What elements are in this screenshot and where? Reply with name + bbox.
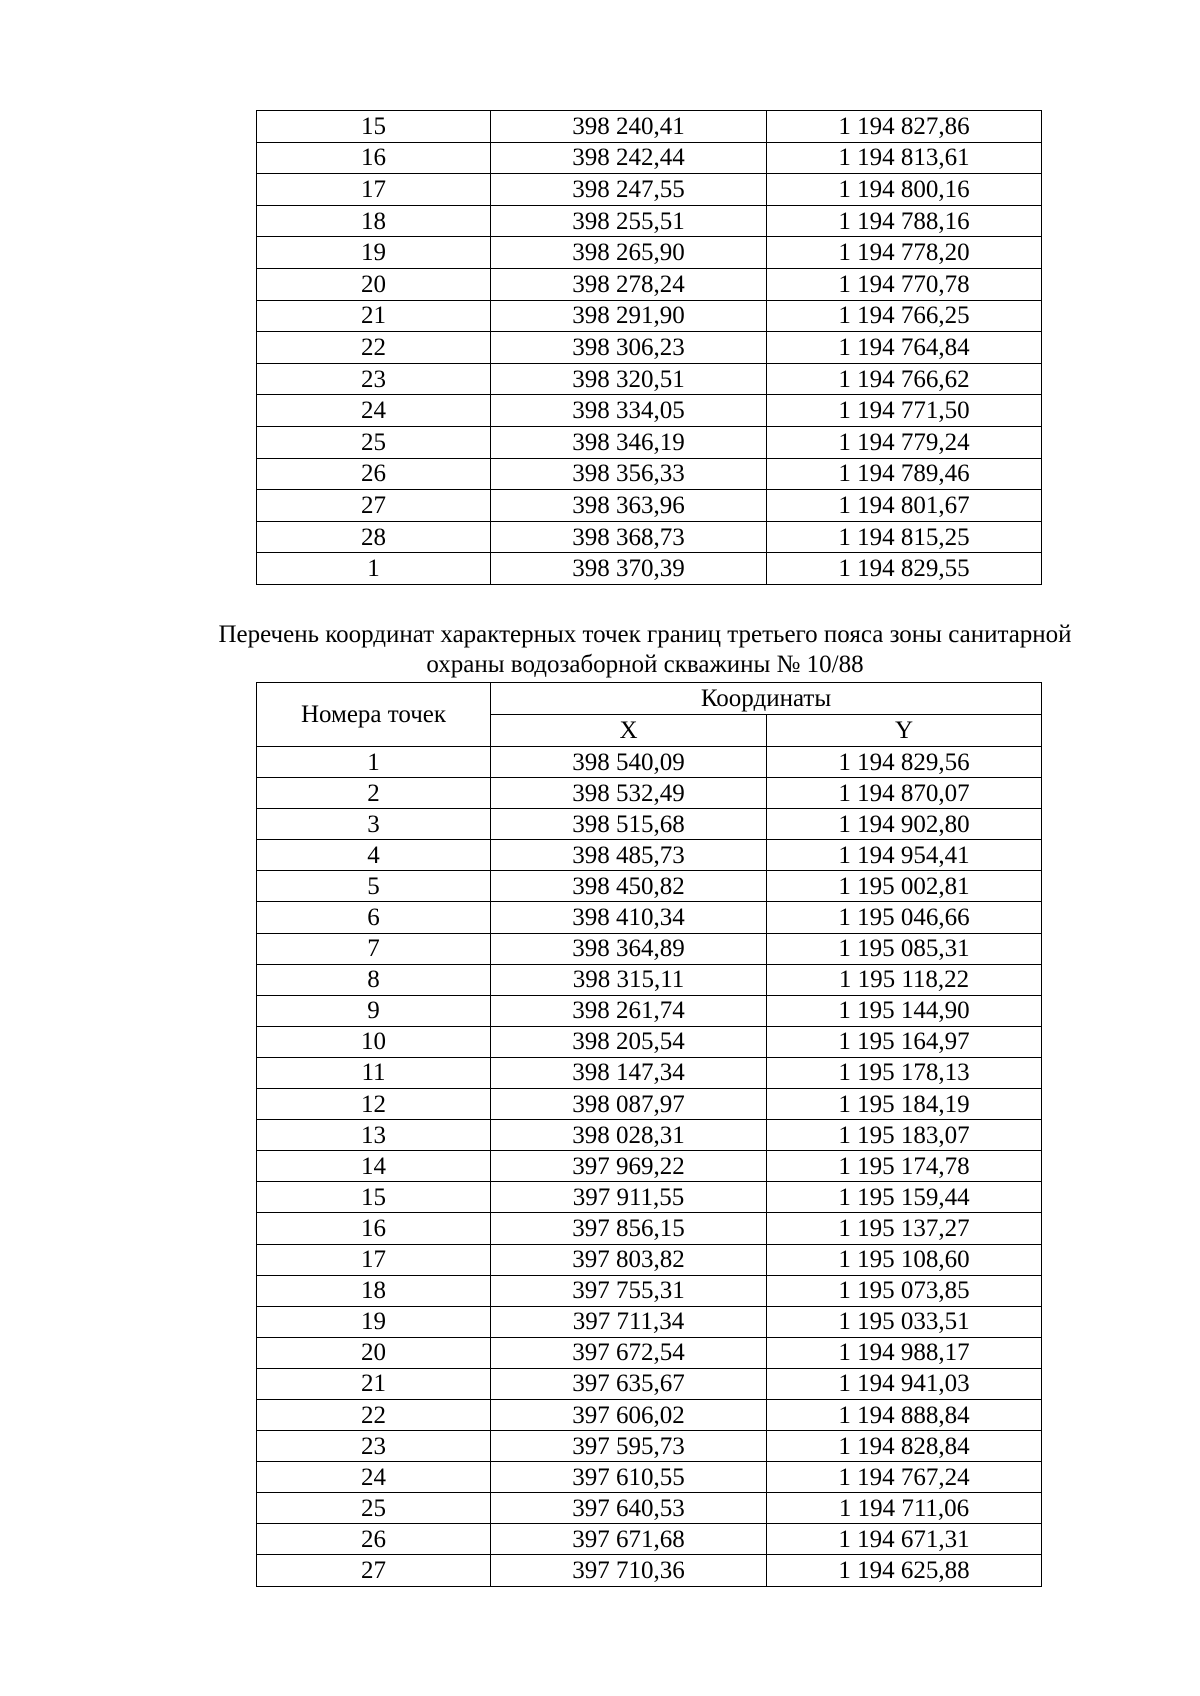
- x-coordinate-cell: 398 242,44: [491, 142, 767, 174]
- point-number-cell: 5: [257, 871, 491, 902]
- x-coordinate-cell: 398 368,73: [491, 521, 767, 553]
- point-number-cell: 15: [257, 111, 491, 143]
- point-number-cell: 11: [257, 1057, 491, 1088]
- point-number-cell: 13: [257, 1120, 491, 1151]
- point-number-cell: 15: [257, 1182, 491, 1213]
- table-row: [257, 1089, 1042, 1120]
- table-row: [257, 174, 1042, 206]
- point-number-cell: 17: [257, 1244, 491, 1275]
- point-number-cell: 19: [257, 1306, 491, 1337]
- table-row: [257, 1462, 1042, 1493]
- x-coordinate-cell: 397 595,73: [491, 1431, 767, 1462]
- y-coordinate-cell: 1 194 954,41: [767, 840, 1042, 871]
- point-number-cell: 24: [257, 395, 491, 427]
- point-number-cell: 12: [257, 1089, 491, 1120]
- y-coordinate-cell: 1 195 108,60: [767, 1244, 1042, 1275]
- y-coordinate-cell: 1 195 183,07: [767, 1120, 1042, 1151]
- table-row: [257, 902, 1042, 933]
- table-row: [257, 458, 1042, 490]
- x-coordinate-cell: 398 410,34: [491, 902, 767, 933]
- x-coordinate-cell: 398 532,49: [491, 778, 767, 809]
- header-y: Y: [767, 715, 1042, 747]
- table-row: [257, 111, 1042, 143]
- table-row: [257, 332, 1042, 364]
- table-row: [257, 521, 1042, 553]
- y-coordinate-cell: 1 194 767,24: [767, 1462, 1042, 1493]
- table-row: [257, 426, 1042, 458]
- y-coordinate-cell: 1 194 888,84: [767, 1399, 1042, 1430]
- coordinates-table-third-zone: [256, 682, 1042, 1587]
- point-number-cell: 24: [257, 1462, 491, 1493]
- y-coordinate-cell: 1 194 766,25: [767, 300, 1042, 332]
- table-body: [257, 111, 1042, 585]
- table-row: [257, 1524, 1042, 1555]
- point-number-cell: 6: [257, 902, 491, 933]
- x-coordinate-cell: 398 278,24: [491, 268, 767, 300]
- x-coordinate-cell: 398 485,73: [491, 840, 767, 871]
- y-coordinate-cell: 1 195 118,22: [767, 964, 1042, 995]
- table-row: [257, 1244, 1042, 1275]
- table-row: [257, 363, 1042, 395]
- x-coordinate-cell: 398 370,39: [491, 553, 767, 585]
- point-number-cell: 21: [257, 300, 491, 332]
- table-row: [257, 268, 1042, 300]
- table-row: [257, 1493, 1042, 1524]
- header-points: Номера точек: [257, 683, 491, 747]
- table-row: [257, 1555, 1042, 1586]
- table-row: [257, 1120, 1042, 1151]
- y-coordinate-cell: 1 194 829,56: [767, 747, 1042, 778]
- x-coordinate-cell: 397 803,82: [491, 1244, 767, 1275]
- x-coordinate-cell: 398 291,90: [491, 300, 767, 332]
- point-number-cell: 16: [257, 142, 491, 174]
- y-coordinate-cell: 1 194 766,62: [767, 363, 1042, 395]
- table-row: [257, 1026, 1042, 1057]
- table-row: [257, 778, 1042, 809]
- x-coordinate-cell: 398 334,05: [491, 395, 767, 427]
- y-coordinate-cell: 1 195 137,27: [767, 1213, 1042, 1244]
- table-row: [257, 1368, 1042, 1399]
- x-coordinate-cell: 398 346,19: [491, 426, 767, 458]
- point-number-cell: 20: [257, 1337, 491, 1368]
- point-number-cell: 2: [257, 778, 491, 809]
- table-row: [257, 1057, 1042, 1088]
- x-coordinate-cell: 398 028,31: [491, 1120, 767, 1151]
- y-coordinate-cell: 1 195 033,51: [767, 1306, 1042, 1337]
- table-row: [257, 995, 1042, 1026]
- table-row: [257, 142, 1042, 174]
- point-number-cell: 26: [257, 458, 491, 490]
- point-number-cell: 23: [257, 363, 491, 395]
- point-number-cell: 22: [257, 332, 491, 364]
- x-coordinate-cell: 398 315,11: [491, 964, 767, 995]
- table-row: [257, 395, 1042, 427]
- point-number-cell: 18: [257, 1275, 491, 1306]
- x-coordinate-cell: 398 450,82: [491, 871, 767, 902]
- header-x: X: [491, 715, 767, 747]
- table-row: [257, 1431, 1042, 1462]
- coordinates-table-continued: [256, 110, 1042, 585]
- x-coordinate-cell: 398 515,68: [491, 809, 767, 840]
- x-coordinate-cell: 398 240,41: [491, 111, 767, 143]
- y-coordinate-cell: 1 194 778,20: [767, 237, 1042, 269]
- section-title-line-1: Перечень координат характерных точек границ третьего пояса зоны санитарной: [218, 621, 1072, 648]
- x-coordinate-cell: 398 255,51: [491, 205, 767, 237]
- y-coordinate-cell: 1 194 788,16: [767, 205, 1042, 237]
- y-coordinate-cell: 1 194 828,84: [767, 1431, 1042, 1462]
- table-row: [257, 933, 1042, 964]
- x-coordinate-cell: 398 205,54: [491, 1026, 767, 1057]
- point-number-cell: 1: [257, 747, 491, 778]
- table-row: [257, 237, 1042, 269]
- point-number-cell: 17: [257, 174, 491, 206]
- point-number-cell: 3: [257, 809, 491, 840]
- y-coordinate-cell: 1 195 184,19: [767, 1089, 1042, 1120]
- y-coordinate-cell: 1 195 159,44: [767, 1182, 1042, 1213]
- point-number-cell: 27: [257, 490, 491, 522]
- y-coordinate-cell: 1 195 174,78: [767, 1151, 1042, 1182]
- x-coordinate-cell: 398 306,23: [491, 332, 767, 364]
- y-coordinate-cell: 1 194 771,50: [767, 395, 1042, 427]
- point-number-cell: 21: [257, 1368, 491, 1399]
- x-coordinate-cell: 397 635,67: [491, 1368, 767, 1399]
- table-row: [257, 1151, 1042, 1182]
- y-coordinate-cell: 1 195 002,81: [767, 871, 1042, 902]
- point-number-cell: 28: [257, 521, 491, 553]
- table-row: [257, 1337, 1042, 1368]
- table-row: [257, 964, 1042, 995]
- table-row: [257, 205, 1042, 237]
- y-coordinate-cell: 1 194 801,67: [767, 490, 1042, 522]
- point-number-cell: 8: [257, 964, 491, 995]
- table-row: [257, 1399, 1042, 1430]
- x-coordinate-cell: 397 640,53: [491, 1493, 767, 1524]
- y-coordinate-cell: 1 194 815,25: [767, 521, 1042, 553]
- y-coordinate-cell: 1 194 813,61: [767, 142, 1042, 174]
- y-coordinate-cell: 1 194 827,86: [767, 111, 1042, 143]
- table-row: [257, 553, 1042, 585]
- x-coordinate-cell: 397 969,22: [491, 1151, 767, 1182]
- y-coordinate-cell: 1 194 764,84: [767, 332, 1042, 364]
- y-coordinate-cell: 1 194 829,55: [767, 553, 1042, 585]
- y-coordinate-cell: 1 195 073,85: [767, 1275, 1042, 1306]
- table-row: [257, 1275, 1042, 1306]
- header-row: [257, 683, 1042, 715]
- header-coordinates: Координаты: [491, 683, 1042, 715]
- y-coordinate-cell: 1 195 164,97: [767, 1026, 1042, 1057]
- point-number-cell: 27: [257, 1555, 491, 1586]
- table-row: [257, 1306, 1042, 1337]
- y-coordinate-cell: 1 194 800,16: [767, 174, 1042, 206]
- x-coordinate-cell: 397 710,36: [491, 1555, 767, 1586]
- point-number-cell: 25: [257, 1493, 491, 1524]
- y-coordinate-cell: 1 194 779,24: [767, 426, 1042, 458]
- table-header: [257, 683, 1042, 747]
- point-number-cell: 14: [257, 1151, 491, 1182]
- table-row: [257, 300, 1042, 332]
- x-coordinate-cell: 398 363,96: [491, 490, 767, 522]
- y-coordinate-cell: 1 194 870,07: [767, 778, 1042, 809]
- point-number-cell: 18: [257, 205, 491, 237]
- y-coordinate-cell: 1 194 902,80: [767, 809, 1042, 840]
- table-row: [257, 1182, 1042, 1213]
- y-coordinate-cell: 1 194 770,78: [767, 268, 1042, 300]
- table-row: [257, 809, 1042, 840]
- table-row: [257, 840, 1042, 871]
- point-number-cell: 4: [257, 840, 491, 871]
- point-number-cell: 19: [257, 237, 491, 269]
- table-row: [257, 1213, 1042, 1244]
- x-coordinate-cell: 397 672,54: [491, 1337, 767, 1368]
- point-number-cell: 16: [257, 1213, 491, 1244]
- x-coordinate-cell: 397 856,15: [491, 1213, 767, 1244]
- point-number-cell: 10: [257, 1026, 491, 1057]
- y-coordinate-cell: 1 194 789,46: [767, 458, 1042, 490]
- x-coordinate-cell: 397 610,55: [491, 1462, 767, 1493]
- x-coordinate-cell: 397 606,02: [491, 1399, 767, 1430]
- y-coordinate-cell: 1 194 625,88: [767, 1555, 1042, 1586]
- y-coordinate-cell: 1 194 711,06: [767, 1493, 1042, 1524]
- table-row: [257, 871, 1042, 902]
- x-coordinate-cell: 397 671,68: [491, 1524, 767, 1555]
- table-body: [257, 747, 1042, 1587]
- section-title: [170, 620, 1120, 680]
- y-coordinate-cell: 1 195 178,13: [767, 1057, 1042, 1088]
- point-number-cell: 23: [257, 1431, 491, 1462]
- x-coordinate-cell: 398 087,97: [491, 1089, 767, 1120]
- x-coordinate-cell: 398 364,89: [491, 933, 767, 964]
- point-number-cell: 20: [257, 268, 491, 300]
- y-coordinate-cell: 1 195 046,66: [767, 902, 1042, 933]
- y-coordinate-cell: 1 194 941,03: [767, 1368, 1042, 1399]
- point-number-cell: 25: [257, 426, 491, 458]
- x-coordinate-cell: 398 320,51: [491, 363, 767, 395]
- x-coordinate-cell: 397 755,31: [491, 1275, 767, 1306]
- y-coordinate-cell: 1 195 085,31: [767, 933, 1042, 964]
- point-number-cell: 1: [257, 553, 491, 585]
- x-coordinate-cell: 397 711,34: [491, 1306, 767, 1337]
- x-coordinate-cell: 398 356,33: [491, 458, 767, 490]
- table-row: [257, 747, 1042, 778]
- x-coordinate-cell: 398 540,09: [491, 747, 767, 778]
- y-coordinate-cell: 1 194 988,17: [767, 1337, 1042, 1368]
- point-number-cell: 22: [257, 1399, 491, 1430]
- x-coordinate-cell: 398 265,90: [491, 237, 767, 269]
- x-coordinate-cell: 398 147,34: [491, 1057, 767, 1088]
- point-number-cell: 26: [257, 1524, 491, 1555]
- point-number-cell: 7: [257, 933, 491, 964]
- x-coordinate-cell: 397 911,55: [491, 1182, 767, 1213]
- x-coordinate-cell: 398 261,74: [491, 995, 767, 1026]
- x-coordinate-cell: 398 247,55: [491, 174, 767, 206]
- y-coordinate-cell: 1 195 144,90: [767, 995, 1042, 1026]
- section-title-line-2: охраны водозаборной скважины № 10/88: [426, 651, 864, 678]
- table-row: [257, 490, 1042, 522]
- y-coordinate-cell: 1 194 671,31: [767, 1524, 1042, 1555]
- point-number-cell: 9: [257, 995, 491, 1026]
